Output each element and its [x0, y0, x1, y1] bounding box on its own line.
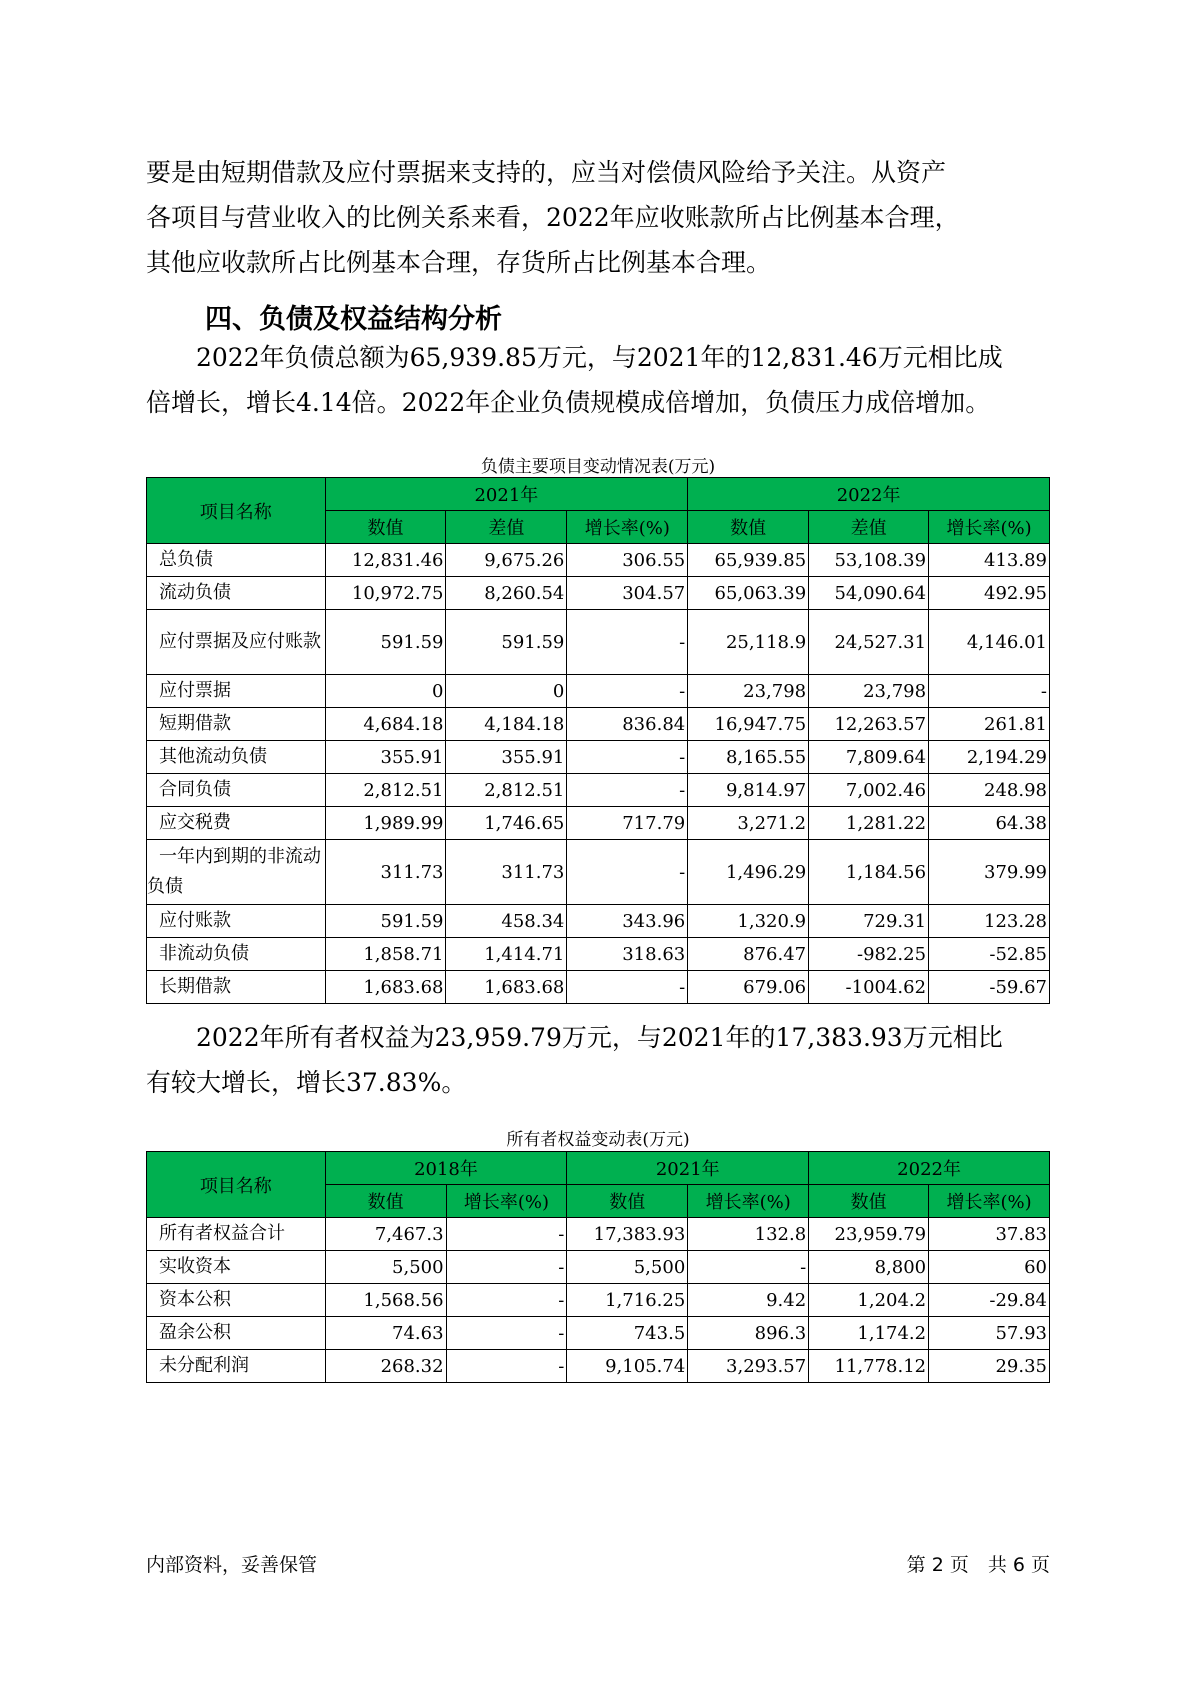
table-cell: 8,800 [809, 1251, 929, 1284]
row-label: 盈余公积 [147, 1317, 326, 1350]
table-cell: 123.28 [929, 905, 1050, 938]
table-cell: 717.79 [567, 807, 688, 840]
table-cell: 0 [446, 675, 567, 708]
table-cell: 9,105.74 [567, 1350, 688, 1383]
table-cell: 54,090.64 [809, 577, 929, 610]
table-cell: 4,146.01 [929, 610, 1050, 675]
table-cell: 876.47 [688, 938, 809, 971]
table-cell: 591.59 [325, 905, 446, 938]
table-cell: 311.73 [325, 840, 446, 905]
row-label: 短期借款 [147, 708, 326, 741]
table2-subheader: 数值 [325, 1185, 446, 1218]
table-cell: 12,263.57 [809, 708, 929, 741]
table-row [147, 807, 1050, 840]
table-cell: 57.93 [929, 1317, 1050, 1350]
table-cell: 3,293.57 [688, 1350, 809, 1383]
table1-caption: 负债主要项目变动情况表(万元) [480, 457, 716, 477]
table-cell: 1,858.71 [325, 938, 446, 971]
table-cell: 7,002.46 [809, 774, 929, 807]
table-cell: 413.89 [929, 544, 1050, 577]
table-cell: 5,500 [325, 1251, 446, 1284]
table2-subheader: 数值 [567, 1185, 688, 1218]
intro-line-3: 其他应收款所占比例基本合理，存货所占比例基本合理。 [146, 248, 772, 277]
table-cell: 1,204.2 [809, 1284, 929, 1317]
row-label: 合同负债 [147, 774, 326, 807]
intro-paragraph [146, 150, 1046, 285]
equity-paragraph [146, 1015, 1046, 1105]
table-cell: 2,194.29 [929, 741, 1050, 774]
table-cell: 261.81 [929, 708, 1050, 741]
row-label: 流动负债 [147, 577, 326, 610]
table-row [147, 1218, 1050, 1251]
table-cell: 591.59 [325, 610, 446, 675]
table-row [147, 774, 1050, 807]
table1-subheader: 差值 [809, 511, 929, 544]
table-cell: 268.32 [325, 1350, 446, 1383]
table-cell: 1,746.65 [446, 807, 567, 840]
table-cell: 355.91 [325, 741, 446, 774]
table-row [147, 938, 1050, 971]
table-cell: 8,165.55 [688, 741, 809, 774]
liability-paragraph [146, 335, 1046, 425]
table-cell: 9.42 [688, 1284, 809, 1317]
table-cell: 304.57 [567, 577, 688, 610]
table-cell: 10,972.75 [325, 577, 446, 610]
table-cell: 591.59 [446, 610, 567, 675]
table-cell: 11,778.12 [809, 1350, 929, 1383]
table-cell: 1,683.68 [325, 971, 446, 1004]
row-label: 应付票据及应付账款 [147, 610, 326, 675]
table-cell: 12,831.46 [325, 544, 446, 577]
table-cell: 23,959.79 [809, 1218, 929, 1251]
table-row [147, 544, 1050, 577]
table-row [147, 1350, 1050, 1383]
table2-caption: 所有者权益变动表(万元) [506, 1130, 690, 1150]
table-cell: 9,675.26 [446, 544, 567, 577]
table-cell: - [567, 840, 688, 905]
table-row [147, 1317, 1050, 1350]
table-cell: 65,939.85 [688, 544, 809, 577]
table-cell: 74.63 [325, 1317, 446, 1350]
table-cell: 1,683.68 [446, 971, 567, 1004]
table-cell: 355.91 [446, 741, 567, 774]
table-row [147, 840, 1050, 905]
table-cell: 9,814.97 [688, 774, 809, 807]
table-cell: 65,063.39 [688, 577, 809, 610]
equity-line-2: 有较大增长，增长37.83%。 [146, 1068, 467, 1097]
table-cell: -1004.62 [809, 971, 929, 1004]
table-cell: - [567, 741, 688, 774]
table-cell: 17,383.93 [567, 1218, 688, 1251]
table-cell: 37.83 [929, 1218, 1050, 1251]
table-cell: 23,798 [688, 675, 809, 708]
table-row [147, 708, 1050, 741]
table-cell: 318.63 [567, 938, 688, 971]
table1-subheader: 差值 [446, 511, 567, 544]
table2-header-name: 项目名称 [147, 1152, 326, 1218]
table-cell: - [567, 675, 688, 708]
footer-confidential: 内部资料，妥善保管 [146, 1554, 318, 1576]
table-row [147, 610, 1050, 675]
table-cell: 1,568.56 [325, 1284, 446, 1317]
table-cell: 1,281.22 [809, 807, 929, 840]
table-cell: 16,947.75 [688, 708, 809, 741]
table2-subheader: 增长率(%) [688, 1185, 809, 1218]
table1-subheader: 数值 [688, 511, 809, 544]
liability-line-1: 2022年负债总额为65,939.85万元，与2021年的12,831.46万元相比成 [146, 343, 1003, 372]
table2-subheader: 增长率(%) [446, 1185, 567, 1218]
table-cell: - [446, 1251, 567, 1284]
table-cell: 1,989.99 [325, 807, 446, 840]
table-cell: 1,320.9 [688, 905, 809, 938]
table-row [147, 1251, 1050, 1284]
table2-header-year: 2021年 [567, 1152, 809, 1185]
table-cell: - [446, 1317, 567, 1350]
row-label: 非流动负债 [147, 938, 326, 971]
table-cell: 4,184.18 [446, 708, 567, 741]
table-cell: - [446, 1350, 567, 1383]
table1-subheader: 数值 [325, 511, 446, 544]
table-cell: 379.99 [929, 840, 1050, 905]
table-cell: 7,467.3 [325, 1218, 446, 1251]
table-cell: 64.38 [929, 807, 1050, 840]
table-cell: 248.98 [929, 774, 1050, 807]
row-label: 资本公积 [147, 1284, 326, 1317]
table-cell: - [567, 774, 688, 807]
table-cell: 8,260.54 [446, 577, 567, 610]
table-cell: 53,108.39 [809, 544, 929, 577]
table-cell: 1,184.56 [809, 840, 929, 905]
table2-header-year: 2022年 [809, 1152, 1050, 1185]
table-row [147, 577, 1050, 610]
row-label: 应付票据 [147, 675, 326, 708]
table-row [147, 675, 1050, 708]
table2-subheader: 数值 [809, 1185, 929, 1218]
row-label: 应付账款 [147, 905, 326, 938]
table-cell: 896.3 [688, 1317, 809, 1350]
table-cell: - [446, 1218, 567, 1251]
table1-header-year: 2022年 [688, 478, 1050, 511]
equity-table [146, 1151, 1050, 1383]
row-label: 长期借款 [147, 971, 326, 1004]
row-label: 未分配利润 [147, 1350, 326, 1383]
table-cell: 343.96 [567, 905, 688, 938]
table-cell: 836.84 [567, 708, 688, 741]
table-cell: 0 [325, 675, 446, 708]
table1-subheader: 增长率(%) [567, 511, 688, 544]
table-cell: -59.67 [929, 971, 1050, 1004]
row-label: 所有者权益合计 [147, 1218, 326, 1251]
table-cell: 24,527.31 [809, 610, 929, 675]
table-cell: - [929, 675, 1050, 708]
table-cell: 5,500 [567, 1251, 688, 1284]
equity-line-1: 2022年所有者权益为23,959.79万元，与2021年的17,383.93万元相比 [146, 1023, 1003, 1052]
table-cell: 306.55 [567, 544, 688, 577]
table-cell: -52.85 [929, 938, 1050, 971]
table-cell: 729.31 [809, 905, 929, 938]
table-cell: 1,496.29 [688, 840, 809, 905]
table-cell: -29.84 [929, 1284, 1050, 1317]
table-cell: 679.06 [688, 971, 809, 1004]
row-label: 其他流动负债 [147, 741, 326, 774]
table1-header-year: 2021年 [325, 478, 688, 511]
table1-header-name: 项目名称 [147, 478, 326, 544]
table1-subheader: 增长率(%) [929, 511, 1050, 544]
table-cell: 23,798 [809, 675, 929, 708]
row-label: 总负债 [147, 544, 326, 577]
table-cell: -982.25 [809, 938, 929, 971]
table-row [147, 971, 1050, 1004]
table-cell: 743.5 [567, 1317, 688, 1350]
table-cell: 29.35 [929, 1350, 1050, 1383]
table-cell: 7,809.64 [809, 741, 929, 774]
table-cell: 2,812.51 [325, 774, 446, 807]
section-heading: 四、负债及权益结构分析 [205, 304, 502, 335]
page-number: 第 2 页 共 6 页 [906, 1554, 1050, 1576]
table-row [147, 1284, 1050, 1317]
liability-table [146, 477, 1050, 1004]
table-cell: 1,174.2 [809, 1317, 929, 1350]
table-cell: - [567, 610, 688, 675]
table-cell: 2,812.51 [446, 774, 567, 807]
row-label: 实收资本 [147, 1251, 326, 1284]
table-cell: 60 [929, 1251, 1050, 1284]
table-cell: - [688, 1251, 809, 1284]
row-label: 一年内到期的非流动负债 [147, 840, 326, 905]
table-cell: 458.34 [446, 905, 567, 938]
table2-subheader: 增长率(%) [929, 1185, 1050, 1218]
table-cell: 3,271.2 [688, 807, 809, 840]
table-cell: - [446, 1284, 567, 1317]
table-row [147, 741, 1050, 774]
table-cell: 492.95 [929, 577, 1050, 610]
table-cell: 25,118.9 [688, 610, 809, 675]
intro-line-2: 各项目与营业收入的比例关系来看，2022年应收账款所占比例基本合理， [146, 203, 960, 232]
table-cell: 132.8 [688, 1218, 809, 1251]
table-cell: 311.73 [446, 840, 567, 905]
row-label: 应交税费 [147, 807, 326, 840]
table-row [147, 905, 1050, 938]
table-cell: 1,716.25 [567, 1284, 688, 1317]
liability-line-2: 倍增长，增长4.14倍。2022年企业负债规模成倍增加，负债压力成倍增加。 [146, 388, 991, 417]
table-cell: 4,684.18 [325, 708, 446, 741]
table2-header-year: 2018年 [325, 1152, 567, 1185]
table-cell: - [567, 971, 688, 1004]
table-cell: 1,414.71 [446, 938, 567, 971]
intro-line-1: 要是由短期借款及应付票据来支持的，应当对偿债风险给予关注。从资产 [146, 158, 947, 187]
